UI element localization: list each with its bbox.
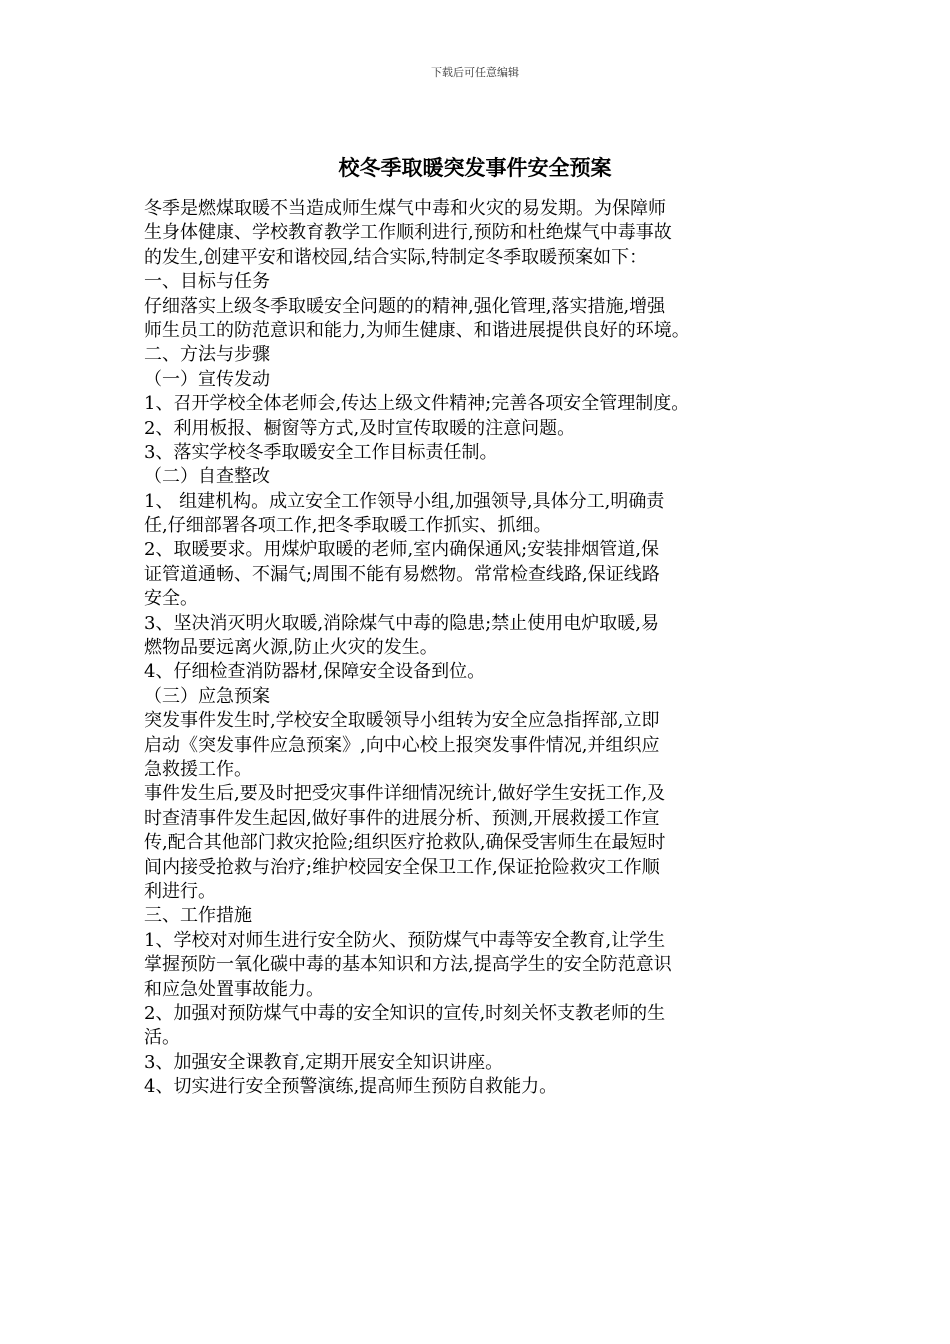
body-line: 二、方法与步骤: [144, 344, 270, 366]
body-line: （三）应急预案: [144, 685, 270, 707]
body-line: 安全。: [144, 588, 198, 610]
body-line: 2、利用板报、橱窗等方式,及时宣传取暖的注意问题。: [144, 417, 576, 439]
header-note: 下载后可任意编辑: [431, 66, 519, 79]
body-line: 三、工作措施: [144, 905, 252, 927]
body-line: 仔细落实上级冬季取暖安全问题的的精神,强化管理,落实措施,增强: [144, 295, 666, 317]
body-line: 1、 组建机构。成立安全工作领导小组,加强领导,具体分工,明确责: [144, 490, 665, 512]
body-line: 一、目标与任务: [144, 271, 270, 293]
body-line: 活。: [144, 1027, 180, 1049]
body-line: 传,配合其他部门救灾抢险;组织医疗抢救队,确保受害师生在最短时: [144, 832, 666, 854]
body-line: 冬季是燃煤取暖不当造成师生煤气中毒和火灾的易发期。为保障师: [144, 198, 666, 219]
body-line: 生身体健康、学校教育教学工作顺利进行,预防和杜绝煤气中毒事故: [144, 222, 672, 244]
body-line: 2、取暖要求。用煤炉取暖的老师,室内确保通风;安装排烟管道,保: [144, 539, 659, 561]
document-body: [144, 197, 816, 1099]
body-line: 3、落实学校冬季取暖安全工作目标责任制。: [144, 441, 498, 463]
body-line: 任,仔细部署各项工作,把冬季取暖工作抓实、抓细。: [144, 515, 552, 537]
body-line: 间内接受抢救与治疗;维护校园安全保卫工作,保证抢险救灾工作顺: [144, 856, 660, 878]
body-line: 事件发生后,要及时把受灾事件详细情况统计,做好学生安抚工作,及: [144, 783, 666, 805]
body-line: 4、仔细检查消防器材,保障安全设备到位。: [144, 661, 486, 683]
body-line: 3、坚决消灭明火取暖,消除煤气中毒的隐患;禁止使用电炉取暖,易: [144, 612, 659, 634]
body-line: 师生员工的防范意识和能力,为师生健康、和谐进展提供良好的环境。: [144, 319, 690, 341]
body-line: 燃物品要远离火源,防止火灾的发生。: [144, 637, 438, 659]
body-line: 突发事件发生时,学校安全取暖领导小组转为安全应急指挥部,立即: [144, 710, 660, 732]
body-line: 时查清事件发生起因,做好事件的进展分析、预测,开展救援工作宣: [144, 807, 660, 829]
body-line: 证管道通畅、不漏气;周围不能有易燃物。常常检查线路,保证线路: [144, 563, 660, 585]
body-line: 1、召开学校全体老师会,传达上级文件精神;完善各项安全管理制度。: [144, 393, 690, 415]
body-line: 3、加强安全课教育,定期开展安全知识讲座。: [144, 1051, 504, 1073]
body-line: 和应急处置事故能力。: [144, 978, 324, 1000]
body-line: （一）宣传发动: [144, 368, 270, 390]
body-line: 急救援工作。: [144, 758, 252, 780]
body-line: 启动《突发事件应急预案》,向中心校上报突发事件情况,并组织应: [144, 734, 660, 756]
body-line: 的发生,创建平安和谐校园,结合实际,特制定冬季取暖预案如下：: [144, 246, 648, 268]
body-line: 4、切实进行安全预警演练,提高师生预防自救能力。: [144, 1076, 558, 1098]
document-title: 校冬季取暖突发事件安全预案: [338, 156, 612, 180]
body-line: 利进行。: [144, 880, 216, 902]
body-line: 2、加强对预防煤气中毒的安全知识的宣传,时刻关怀支教老师的生: [144, 1002, 666, 1024]
body-line: （二）自查整改: [144, 466, 270, 488]
body-line: 1、学校对对师生进行安全防火、预防煤气中毒等安全教育,让学生: [144, 929, 666, 951]
body-line: 掌握预防一氧化碳中毒的基本知识和方法,提高学生的安全防范意识: [144, 954, 672, 976]
